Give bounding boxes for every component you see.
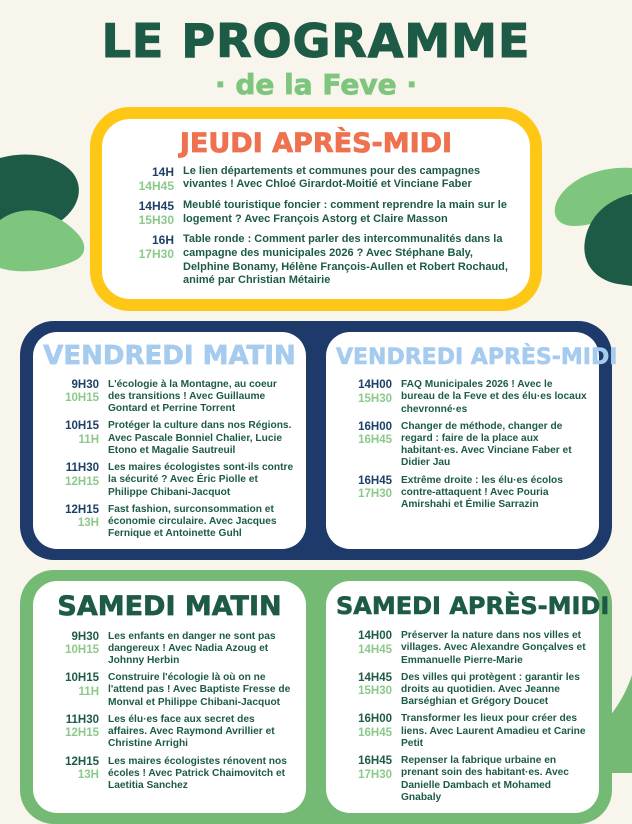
- item-times: [336, 421, 392, 448]
- page-subtitle: · de la Feve ·: [214, 67, 417, 101]
- schedule-item: [336, 421, 589, 470]
- end-time: 10H15: [65, 392, 99, 405]
- schedule-item: [43, 631, 296, 668]
- end-time: 15H30: [138, 213, 174, 228]
- end-time: 14H45: [138, 178, 174, 193]
- poster: [0, 16, 632, 824]
- page-title: LE PROGRAMME: [101, 14, 531, 68]
- item-times: [118, 199, 174, 227]
- item-times: [336, 755, 392, 782]
- start-time: 16H: [151, 233, 174, 248]
- end-time: 10H15: [65, 644, 99, 657]
- item-times: [43, 462, 99, 489]
- item-description: Repenser la fabrique urbaine en prenant soin des habitant·es. Avec Danielle Dambach et Mohamed Gnabaly: [401, 755, 569, 803]
- end-time: 12H15: [65, 475, 99, 488]
- item-times: [336, 713, 392, 740]
- item-description: Des villes qui protègent : garantir les droits au quotidien. Avec Jeanne Barséghian et Grégory Doucet: [401, 671, 580, 708]
- start-time: 9H30: [71, 630, 99, 643]
- start-time: 9H30: [71, 378, 99, 391]
- start-time: 14H00: [358, 630, 392, 643]
- poster-header: [0, 16, 632, 101]
- end-time: 13H: [77, 517, 99, 530]
- start-time: 16H00: [358, 713, 392, 726]
- start-time: 16H45: [358, 755, 392, 768]
- panel-vendredi-matin: [33, 332, 306, 550]
- panel-vendredi-apres-midi: [326, 332, 618, 550]
- start-time: 10H15: [65, 420, 99, 433]
- schedule-item: [118, 165, 514, 193]
- item-times: [43, 756, 99, 783]
- item-description: Le lien départements et communes pour des campagnes vivantes ! Avec Chloé Girardot-Moitié et Vinciane Faber: [183, 164, 481, 191]
- section-title-vendredi-apres-midi: VENDREDI APRÈS-MIDI: [336, 344, 618, 370]
- start-time: 10H15: [65, 672, 99, 685]
- panel-samedi-matin: [33, 581, 306, 813]
- schedule-item: [336, 475, 589, 512]
- schedule-item: [43, 462, 296, 499]
- item-times: [43, 379, 99, 406]
- item-description: Préserver la nature dans nos villes et villages. Avec Alexandre Gonçalves et Emmanuelle Pierre-Marie: [401, 630, 586, 666]
- item-times: [118, 165, 174, 193]
- end-time: 11H: [78, 433, 99, 446]
- schedule-item: [43, 714, 296, 751]
- start-time: 14H45: [138, 198, 174, 213]
- end-time: 14H45: [358, 643, 392, 656]
- item-description: Meublé touristique foncier : comment reprendre la main sur le logement ? Avec François Astorg et Claire Masson: [183, 198, 507, 225]
- end-time: 17H30: [138, 247, 174, 262]
- start-time: 16H45: [358, 474, 392, 487]
- end-time: 17H30: [358, 488, 392, 501]
- item-times: [336, 672, 392, 699]
- end-time: 15H30: [358, 685, 392, 698]
- item-times: [43, 420, 99, 447]
- schedule-item: [118, 199, 514, 227]
- item-description: Protéger la culture dans nos Régions. Avec Pascale Bonniel Chalier, Lucie Etono et Magalie Sautreuil: [108, 420, 292, 456]
- item-times: [336, 379, 392, 406]
- end-time: 15H30: [358, 392, 392, 405]
- section-vendredi: [20, 321, 618, 561]
- end-time: 16H45: [358, 727, 392, 740]
- start-time: 12H15: [65, 755, 99, 768]
- end-time: 16H45: [358, 434, 392, 447]
- end-time: 11H: [78, 685, 99, 698]
- schedule-item: [336, 713, 589, 750]
- item-times: [43, 504, 99, 531]
- item-description: Transformer les lieux pour créer des liens. Avec Laurent Amadieu et Carine Petit: [401, 713, 586, 749]
- start-time: 16H00: [358, 420, 392, 433]
- start-time: 11H30: [65, 462, 99, 475]
- item-description: Fast fashion, surconsommation et économie circulaire. Avec Jacques Fernique et Antoinette Guhl: [108, 503, 277, 540]
- item-times: [43, 631, 99, 658]
- section-title-vendredi-matin: VENDREDI MATIN: [43, 340, 296, 371]
- item-description: Les enfants en danger ne sont pas dangereux ! Avec Nadia Azoug et Johnny Herbin: [108, 630, 276, 666]
- item-description: Changer de méthode, changer de regard : faire de la place aux habitant·es. Avec Vinciane Faber et Didier Jau: [401, 420, 572, 469]
- start-time: 11H30: [65, 713, 99, 726]
- item-description: Construire l'écologie là où on ne l'attend pas ! Avec Baptiste Fresse de Monval et Philippe Chibani-Jacquot: [108, 672, 291, 708]
- item-description: FAQ Municipales 2026 ! Avec le bureau de la Feve et des élu·es locaux chevronné·es: [401, 379, 587, 415]
- section-title-samedi-matin: SAMEDI MATIN: [57, 591, 282, 623]
- end-time: 13H: [77, 769, 99, 782]
- schedule-item: [336, 379, 589, 416]
- item-times: [43, 672, 99, 699]
- section-title-jeudi: JEUDI APRÈS-MIDI: [179, 127, 453, 159]
- schedule-item: [336, 630, 589, 667]
- item-description: Les maires écologistes sont-ils contre la sécurité ? Avec Éric Piolle et Philippe Chibani-Jacquot: [108, 462, 294, 498]
- schedule-item: [336, 755, 589, 804]
- section-samedi: [20, 570, 612, 824]
- section-title-samedi-apres-midi: SAMEDI APRÈS-MIDI: [336, 592, 610, 621]
- item-description: L'écologie à la Montagne, au coeur des transitions ! Avec Guillaume Gontard et Perrine Torrent: [108, 378, 277, 415]
- schedule-item: [118, 233, 514, 288]
- schedule-item: [43, 756, 296, 793]
- item-times: [336, 630, 392, 657]
- schedule-item: [43, 504, 296, 541]
- start-time: 14H45: [358, 671, 392, 684]
- item-description: Les élu·es face aux secret des affaires. Avec Raymond Avrillier et Christine Arrighi: [108, 713, 275, 750]
- item-times: [118, 233, 174, 261]
- start-time: 12H15: [65, 503, 99, 516]
- schedule-item: [43, 379, 296, 416]
- item-times: [43, 714, 99, 741]
- item-description: Extrême droite : les élu·es écolos contre-attaquent ! Avec Pouria Amirshahi et Émilie Sarrazin: [401, 474, 563, 511]
- schedule-item: [336, 672, 589, 709]
- start-time: 14H00: [358, 379, 392, 392]
- end-time: 17H30: [358, 768, 392, 781]
- schedule-item: [43, 672, 296, 709]
- item-description: Les maires écologistes rénovent nos écoles ! Avec Patrick Chaimovitch et Laetitia Sanchez: [108, 755, 287, 792]
- schedule-item: [43, 420, 296, 457]
- item-description: Table ronde : Comment parler des intercommunalités dans la campagne des municipales 2026 ? Avec Stéphane Baly, Delphine Bonamy, Hélène François-Aullen et Robert Rochaud, animé par Christian Métairie: [183, 233, 508, 287]
- panel-samedi-apres-midi: [326, 581, 610, 813]
- item-times: [336, 475, 392, 502]
- section-jeudi-apres-midi: [90, 107, 542, 311]
- end-time: 12H15: [65, 727, 99, 740]
- start-time: 14H: [151, 164, 174, 179]
